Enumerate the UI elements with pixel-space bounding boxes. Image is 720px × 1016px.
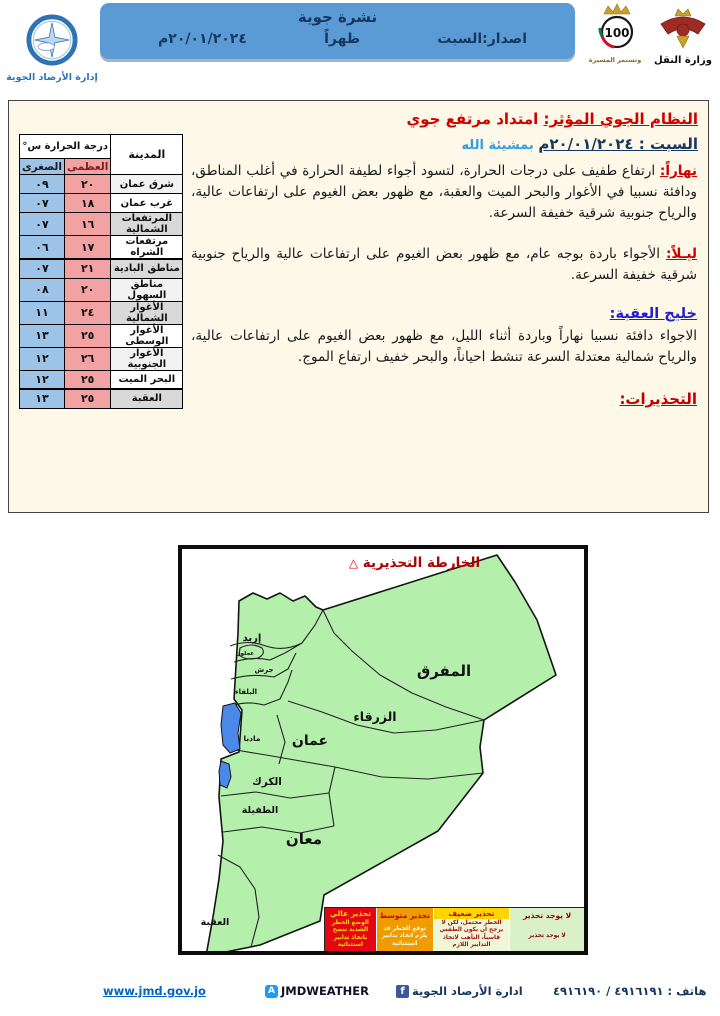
table-row: مرتفعات الشراه ١٧ ٠٦ [20, 236, 183, 260]
region-balqa: البلقاء [235, 688, 257, 696]
bulletin-header-box [100, 3, 575, 59]
app-store-link[interactable] [265, 984, 369, 998]
issue-time: ظهراً [324, 31, 361, 47]
facebook-icon: f [396, 985, 409, 998]
app-name: JMDWEATHER [281, 984, 369, 998]
legend-medium-warning: تحذير متوسط توقع للخطر قد يلزم اتخاذ تدابير استثنائية [376, 908, 433, 951]
facebook-link[interactable] [396, 984, 523, 998]
region-aqaba: العقبة [200, 917, 230, 928]
gulf-heading: خليج العقبة: [609, 306, 697, 322]
warning-map-box [178, 545, 588, 955]
table-row: الأغوار الجنوبية ٢٦ ١٢ [20, 347, 183, 370]
royal-crest-icon [655, 6, 711, 50]
system-value: امتداد مرتفع جوي [406, 110, 544, 128]
bismillah-text: بمشيئة الله [461, 137, 539, 153]
temperature-table [19, 134, 183, 409]
region-jerash: جرش [254, 666, 274, 674]
dead-sea [221, 703, 241, 753]
jmd-logo [6, 14, 98, 83]
facebook-page-name: ادارة الأرصاد الجوية [412, 984, 523, 998]
bulletin-title: نشرة جوية [297, 8, 378, 26]
table-row: البحر الميت ٢٥ ١٢ [20, 370, 183, 389]
region-amman: عمان [291, 733, 329, 749]
ministry-name: وزارة النقل [654, 55, 712, 66]
jordan-outline [206, 555, 556, 951]
legend-no-warning: لا يوجد تحذير لا يوجد تحذير [509, 908, 584, 951]
map-title: الخارطة التحذيرية △ [348, 555, 481, 571]
region-mafraq: المفرق [416, 662, 472, 680]
legend-high-warning: تحذير عالي الوضع الخطر الشديد ننصح باتخاذ تدابير استثنائية [325, 908, 376, 951]
issue-day: اصدار:السبت [437, 31, 527, 47]
system-label: النظام الجوي المؤثر: [543, 110, 698, 128]
region-maan: معان [285, 830, 323, 848]
agency-name: إدارة الأرصاد الجوية [6, 72, 98, 83]
forecast-paragraphs [191, 161, 697, 408]
table-row: مناطق البادية ٢١ ٠٧ [20, 259, 183, 278]
warnings-heading: التحذيرات: [619, 390, 697, 408]
issue-date: ٢٠/٠١/٢٠٢٤م [158, 31, 247, 47]
ministry-crest-logo [652, 6, 714, 66]
centennial-logo-icon [584, 2, 646, 54]
table-row: الأغوار الوسطى ٢٥ ١٣ [20, 324, 183, 347]
website-link[interactable]: www.jmd.gov.jo [103, 984, 206, 998]
max-header: العظمى [64, 159, 110, 175]
centennial-number-text: 100 [604, 26, 630, 40]
centennial-logo [582, 2, 648, 64]
table-header-row [20, 135, 183, 159]
degree-header: درجة الحرارة س° [20, 135, 111, 159]
min-header: الصغرى [20, 159, 65, 175]
table-row: مناطق السهول ٢٠ ٠٨ [20, 278, 183, 301]
centennial-motto: وتستمر المسيرة [588, 56, 642, 64]
region-karak: الكرك [252, 776, 282, 788]
system-heading-block [407, 107, 699, 157]
warning-triangle-icon: △ [348, 556, 359, 570]
bulletin-content-box [8, 100, 709, 513]
warning-legend [324, 907, 584, 951]
day-label: نهاراً: [659, 163, 697, 179]
table-row: المرتفعات الشمالية ١٦ ٠٧ [20, 213, 183, 236]
night-label: ليـلاً: [665, 246, 697, 262]
night-forecast: ليـلاً: الأجواء باردة بوجه عام، مع ظهور بعض الغيوم على ارتفاعات عالية والرياح جنوبية شرقية خفيفة السرعة. [191, 246, 697, 283]
table-row: غرب عمان ١٨ ٠٧ [20, 194, 183, 213]
legend-weak-warning: تحذير ضعيف الخطر محتمل، لكن لا يرجح ان يكون الطقس قاسياً، التأهب لاتخاذ التدابير اللازم [433, 908, 510, 951]
gulf-forecast: الاجواء دافئة نسبيا نهاراً وباردة أثناء الليل، مع ظهور بعض الغيوم على ارتفاعات عالية، والرياح شمالية معتدلة السرعة تنشط احياناً، والبحر خفيف ارتفاع الموج. [191, 328, 697, 365]
day-forecast: نهاراً: ارتفاع طفيف على درجات الحرارة، لتسود أجواء لطيفة الحرارة في أغلب المناطق، ودافئة نسبيا في الأغوار والبحر الميت والعقبة، مع ظهور بعض الغيوم على ارتفاعات عالية، والرياح جنوبية شرقية خفيفة السرعة. [191, 163, 697, 221]
jmd-logo-icon [26, 14, 78, 66]
region-ajloun: عجلون [235, 651, 255, 657]
table-row: الأغوار الشمالية ٢٤ ١١ [20, 301, 183, 324]
region-irbid: إربد [242, 633, 262, 644]
app-store-icon: A [265, 985, 278, 998]
region-zarqa: الزرقاء [353, 709, 397, 724]
jordan-map [182, 549, 584, 951]
region-tafileh: الطفيلة [241, 805, 279, 816]
date-heading: السبت : ٢٠/٠١/٢٠٢٤م [538, 134, 698, 153]
region-madaba: مادبا [243, 734, 261, 743]
city-header: المدينة [111, 135, 183, 175]
table-row: العقبة ٢٥ ١٣ [20, 389, 183, 408]
table-row: شرق عمان ٢٠ ٠٩ [20, 175, 183, 194]
phone-number: هاتف : ٤٩١٦١٩١ / ٤٩١٦١٩٠ [553, 984, 707, 998]
